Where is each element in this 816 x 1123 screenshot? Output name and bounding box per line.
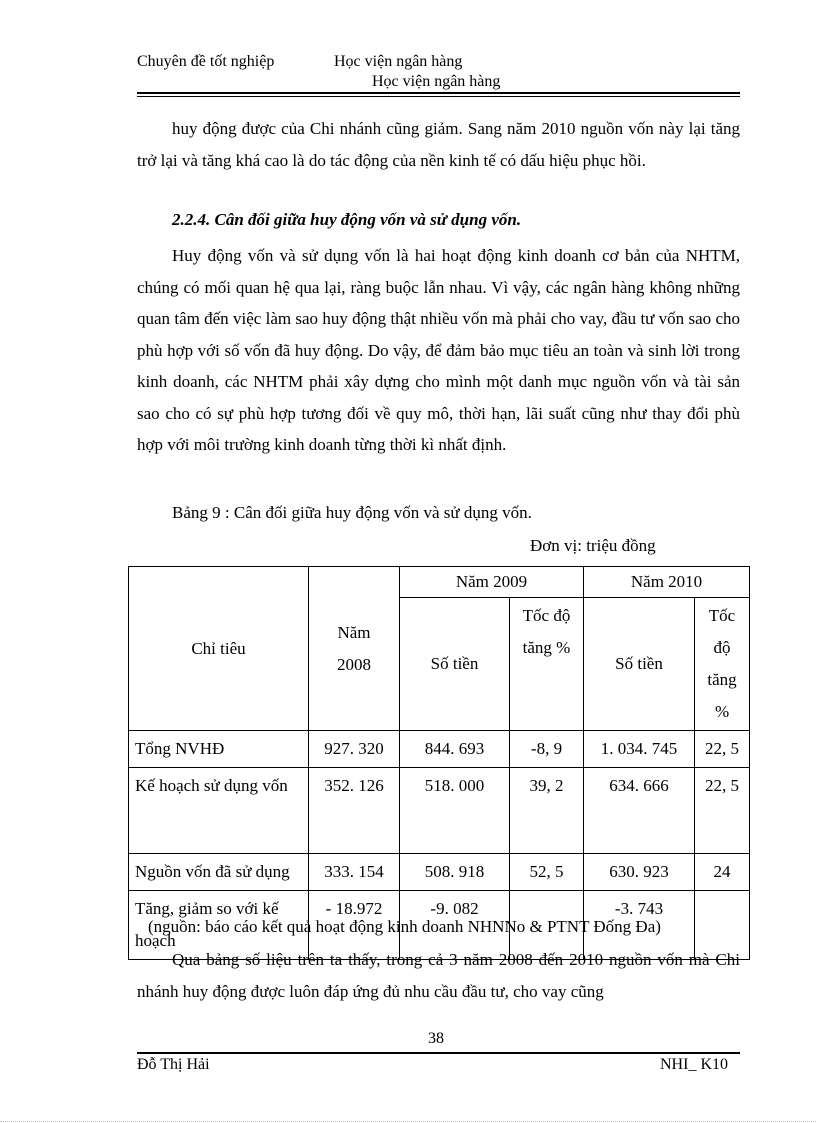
subheader-amount-2010: Số tiền (584, 598, 695, 731)
footer-class: NHI_ K10 (660, 1056, 728, 1073)
cell-growth-2010: 24 (695, 854, 750, 891)
cell-2009: 518. 000 (400, 768, 510, 854)
subheader-amount-2009: Số tiền (400, 598, 510, 731)
page-number: 38 (428, 1030, 444, 1047)
cell-2010: 1. 034. 745 (584, 731, 695, 768)
header-indicator: Chỉ tiêu (129, 567, 309, 731)
cell-growth-2009: -8, 9 (510, 731, 584, 768)
header-rule-thin (137, 96, 740, 97)
header-2008-line2: 2008 (337, 654, 371, 674)
subheader-growth-2010: Tốc độ tăng % (695, 598, 750, 731)
header-2008 (309, 567, 400, 731)
table-caption: Bảng 9 : Cân đối giữa huy động vốn và sử dụng vốn. (172, 503, 532, 522)
header-rule-thick (137, 92, 740, 94)
cell-2008: 333. 154 (309, 854, 400, 891)
paragraph-1: huy động được của Chi nhánh cũng giảm. Sang năm 2010 nguồn vốn này lại tăng trở lại và tăng khá cao là do tác động của nền kinh tế có dấu hiệu phục hồi. (137, 119, 740, 170)
cell-2008: - 18.972 (309, 891, 400, 960)
cell-2009: -9. 082 (400, 891, 510, 960)
cell-growth-2010: 22, 5 (695, 731, 750, 768)
data-table (128, 566, 750, 960)
cell-2010: 634. 666 (584, 768, 695, 854)
footer-author: Đỗ Thị Hải (137, 1056, 210, 1073)
cell-2010: -3. 743 (584, 891, 695, 960)
unit-label: Đơn vị: triệu đồng (530, 536, 656, 555)
row-label: Tăng, giảm so với kế hoạch (129, 891, 309, 960)
section-heading: 2.2.4. Cân đối giữa huy động vốn và sử dụng vốn. (172, 210, 522, 229)
cell-growth-2010: 22, 5 (695, 768, 750, 854)
table-row (129, 854, 750, 891)
cell-2009: 508. 918 (400, 854, 510, 891)
header-center-second: Học viện ngân hàng (372, 73, 501, 90)
subheader-growth-2009: Tốc độ tăng % (510, 598, 584, 731)
cell-2008: 927. 320 (309, 731, 400, 768)
cell-2008: 352. 126 (309, 768, 400, 854)
page-edge (0, 1121, 816, 1122)
table-header-row (129, 567, 750, 598)
header-2010: Năm 2010 (584, 567, 750, 598)
row-label: Kế hoạch sử dụng vốn (129, 768, 309, 854)
header-2008-line1: Năm (337, 622, 371, 642)
header-left: Chuyên đề tốt nghiệp (137, 53, 275, 70)
cell-2010: 630. 923 (584, 854, 695, 891)
row-label: Nguồn vốn đã sử dụng (129, 854, 309, 891)
table-row (129, 731, 750, 768)
footer-rule (137, 1052, 740, 1054)
cell-growth-2009: 39, 2 (510, 768, 584, 854)
paragraph-2: Huy động vốn và sử dụng vốn là hai hoạt động kinh doanh cơ bản của NHTM, chúng có mối quan hệ qua lại, ràng buộc lẫn nhau. Vì vậy, các ngân hàng không những quan tâm đến việc làm sao huy động thật nhiều vốn mà phải cho vay, đầu tư vốn sao cho phù hợp với số vốn đã huy động. Do vậy, để đảm bảo mục tiêu an toàn và sinh lời trong kinh doanh, các NHTM phải xây dựng cho mình một danh mục nguồn vốn và tài sản sao cho có sự phù hợp tương đối về quy mô, thời hạn, lãi suất cũng như thay đổi phù hợp với môi trường kinh doanh từng thời kì nhất định. (137, 246, 740, 454)
table-row (129, 768, 750, 854)
header-2009: Năm 2009 (400, 567, 584, 598)
source-note: (nguồn: báo cáo kết quả hoạt động kinh doanh NHNNo & PTNT Đống Đa) (148, 917, 661, 936)
cell-growth-2009: 52, 5 (510, 854, 584, 891)
header-center: Học viện ngân hàng (334, 53, 463, 70)
cell-2009: 844. 693 (400, 731, 510, 768)
row-label: Tổng NVHĐ (129, 731, 309, 768)
paragraph-3: Qua bảng số liệu trên ta thấy, trong cả 3 năm 2008 đến 2010 nguồn vốn mà Chi nhánh huy động được luôn đáp ứng đủ nhu cầu đầu tư, cho vay cũng (137, 950, 740, 1001)
